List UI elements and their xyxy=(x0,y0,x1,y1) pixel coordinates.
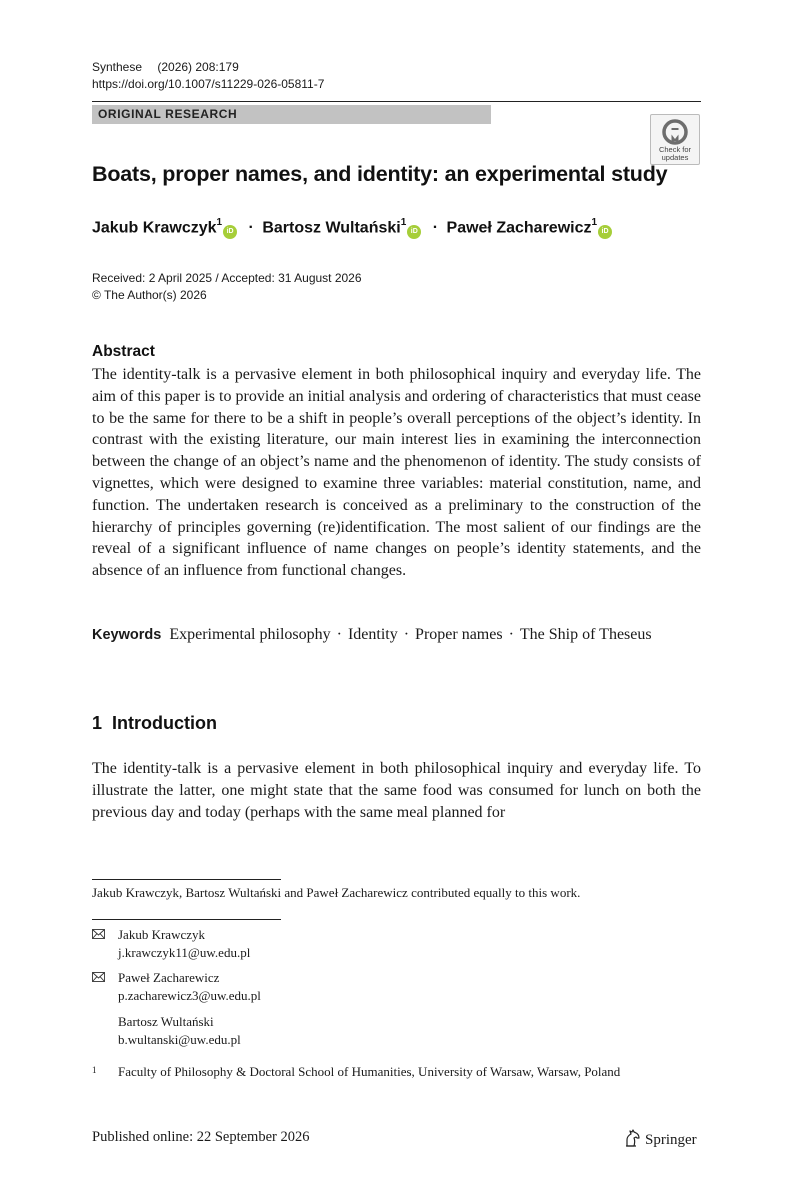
keyword: Experimental philosophy xyxy=(169,626,331,643)
keywords: Keywords Experimental philosophy · Identity · Proper names · The Ship of Theseus xyxy=(92,626,652,643)
contact-name: Paweł Zacharewicz xyxy=(118,970,220,985)
received-accepted-dates: Received: 2 April 2025 / Accepted: 31 August 2026 xyxy=(92,271,362,285)
springer-horse-icon xyxy=(624,1129,641,1147)
keyword: Proper names xyxy=(415,626,503,643)
author-name: Paweł Zacharewicz xyxy=(446,219,592,237)
contact-email[interactable]: b.wultanski@uw.edu.pl xyxy=(118,1031,241,1047)
affiliation-text: Faculty of Philosophy & Doctoral School of Humanities, University of Warsaw, Warsaw, Poland xyxy=(118,1064,621,1079)
author-affiliation-mark: 1 xyxy=(591,217,598,228)
section-title: Introduction xyxy=(112,713,217,733)
author-name: Bartosz Wultański xyxy=(262,219,401,237)
affiliation-number: 1 xyxy=(92,1065,97,1075)
author-affiliation-mark: 1 xyxy=(400,217,407,228)
orcid-icon[interactable]: iD xyxy=(407,225,421,239)
header-rule xyxy=(92,101,701,102)
orcid-icon[interactable]: iD xyxy=(223,225,237,239)
publisher-logo xyxy=(624,1129,697,1149)
orcid-icon[interactable]: iD xyxy=(598,225,612,239)
abstract-heading: Abstract xyxy=(92,343,155,360)
section-heading xyxy=(92,713,217,734)
footnote-rule xyxy=(92,919,281,920)
contact-email[interactable]: p.zacharewicz3@uw.edu.pl xyxy=(118,987,261,1003)
paper-title: Boats, proper names, and identity: an experimental study xyxy=(92,162,668,186)
article-type-label: ORIGINAL RESEARCH xyxy=(92,105,491,124)
contact-name: Jakub Krawczyk xyxy=(118,927,205,942)
author-separator: · xyxy=(248,219,254,237)
journal-line xyxy=(92,59,239,75)
keyword: Identity xyxy=(347,626,398,643)
envelope-icon xyxy=(92,972,105,982)
keywords-label: Keywords xyxy=(92,627,162,643)
publisher-name: Springer xyxy=(645,1132,697,1148)
check-for-updates-icon[interactable] xyxy=(650,114,700,165)
affiliation-note xyxy=(92,1063,652,1099)
doi-link[interactable]: https://doi.org/10.1007/s11229-026-05811-7 xyxy=(92,77,325,91)
keyword: The Ship of Theseus xyxy=(519,626,652,643)
journal-volume: (2026) 208:179 xyxy=(157,60,239,74)
author-separator: · xyxy=(432,219,439,237)
author-name: Jakub Krawczyk xyxy=(92,219,217,237)
contact-name: Bartosz Wultański xyxy=(118,1014,214,1029)
contact-email[interactable]: j.krawczyk11@uw.edu.pl xyxy=(118,944,251,960)
contact-entry xyxy=(92,969,492,1005)
abstract-text: The identity-talk is a pervasive element in both philosophical inquiry and everyday life. The aim of this paper is to provide an initial analysis and ordering of characteristics that must cease to be the same for there to be a shift in people’s overall perceptions of the object’s identity. In contrast with the existing literature, our main interest lies in examining the interconnection between the change of an object’s name and the phenomenon of identity. The study consists of vignettes, which were designed to examine three variables: material constitution, name, and function. The undertaken research is conceived as a preliminary to the construction of the hierarchy of principles governing (re)identification. The most salient of our findings are the reveal of a significant influence of name changes on people’s identity statements, and the absence of an influence from functional changes. xyxy=(92,366,701,580)
introduction-text: The identity-talk is a pervasive element in both philosophical inquiry and everyday life. To illustrate the latter, one might state that the same food was consumed for lunch on both the previous day and today (perhaps with the same meal planned for xyxy=(92,760,701,821)
journal-name: Synthese xyxy=(92,60,143,74)
crossmark-ring-icon xyxy=(662,119,688,145)
footnote-rule xyxy=(92,879,281,880)
contact-entry xyxy=(92,1013,492,1049)
contribution-note: Jakub Krawczyk, Bartosz Wultański and Paweł Zacharewicz contributed equally to this work. xyxy=(92,885,581,900)
author-list xyxy=(92,218,615,239)
copyright-line: © The Author(s) 2026 xyxy=(92,288,207,302)
article-dates xyxy=(92,270,362,304)
author-affiliation-mark: 1 xyxy=(216,217,223,228)
contact-entry xyxy=(92,926,492,962)
check-for-updates-text: Check for updates xyxy=(658,145,692,162)
envelope-icon xyxy=(92,929,105,939)
published-online: Published online: 22 September 2026 xyxy=(92,1129,310,1145)
section-number: 1 xyxy=(92,713,103,733)
